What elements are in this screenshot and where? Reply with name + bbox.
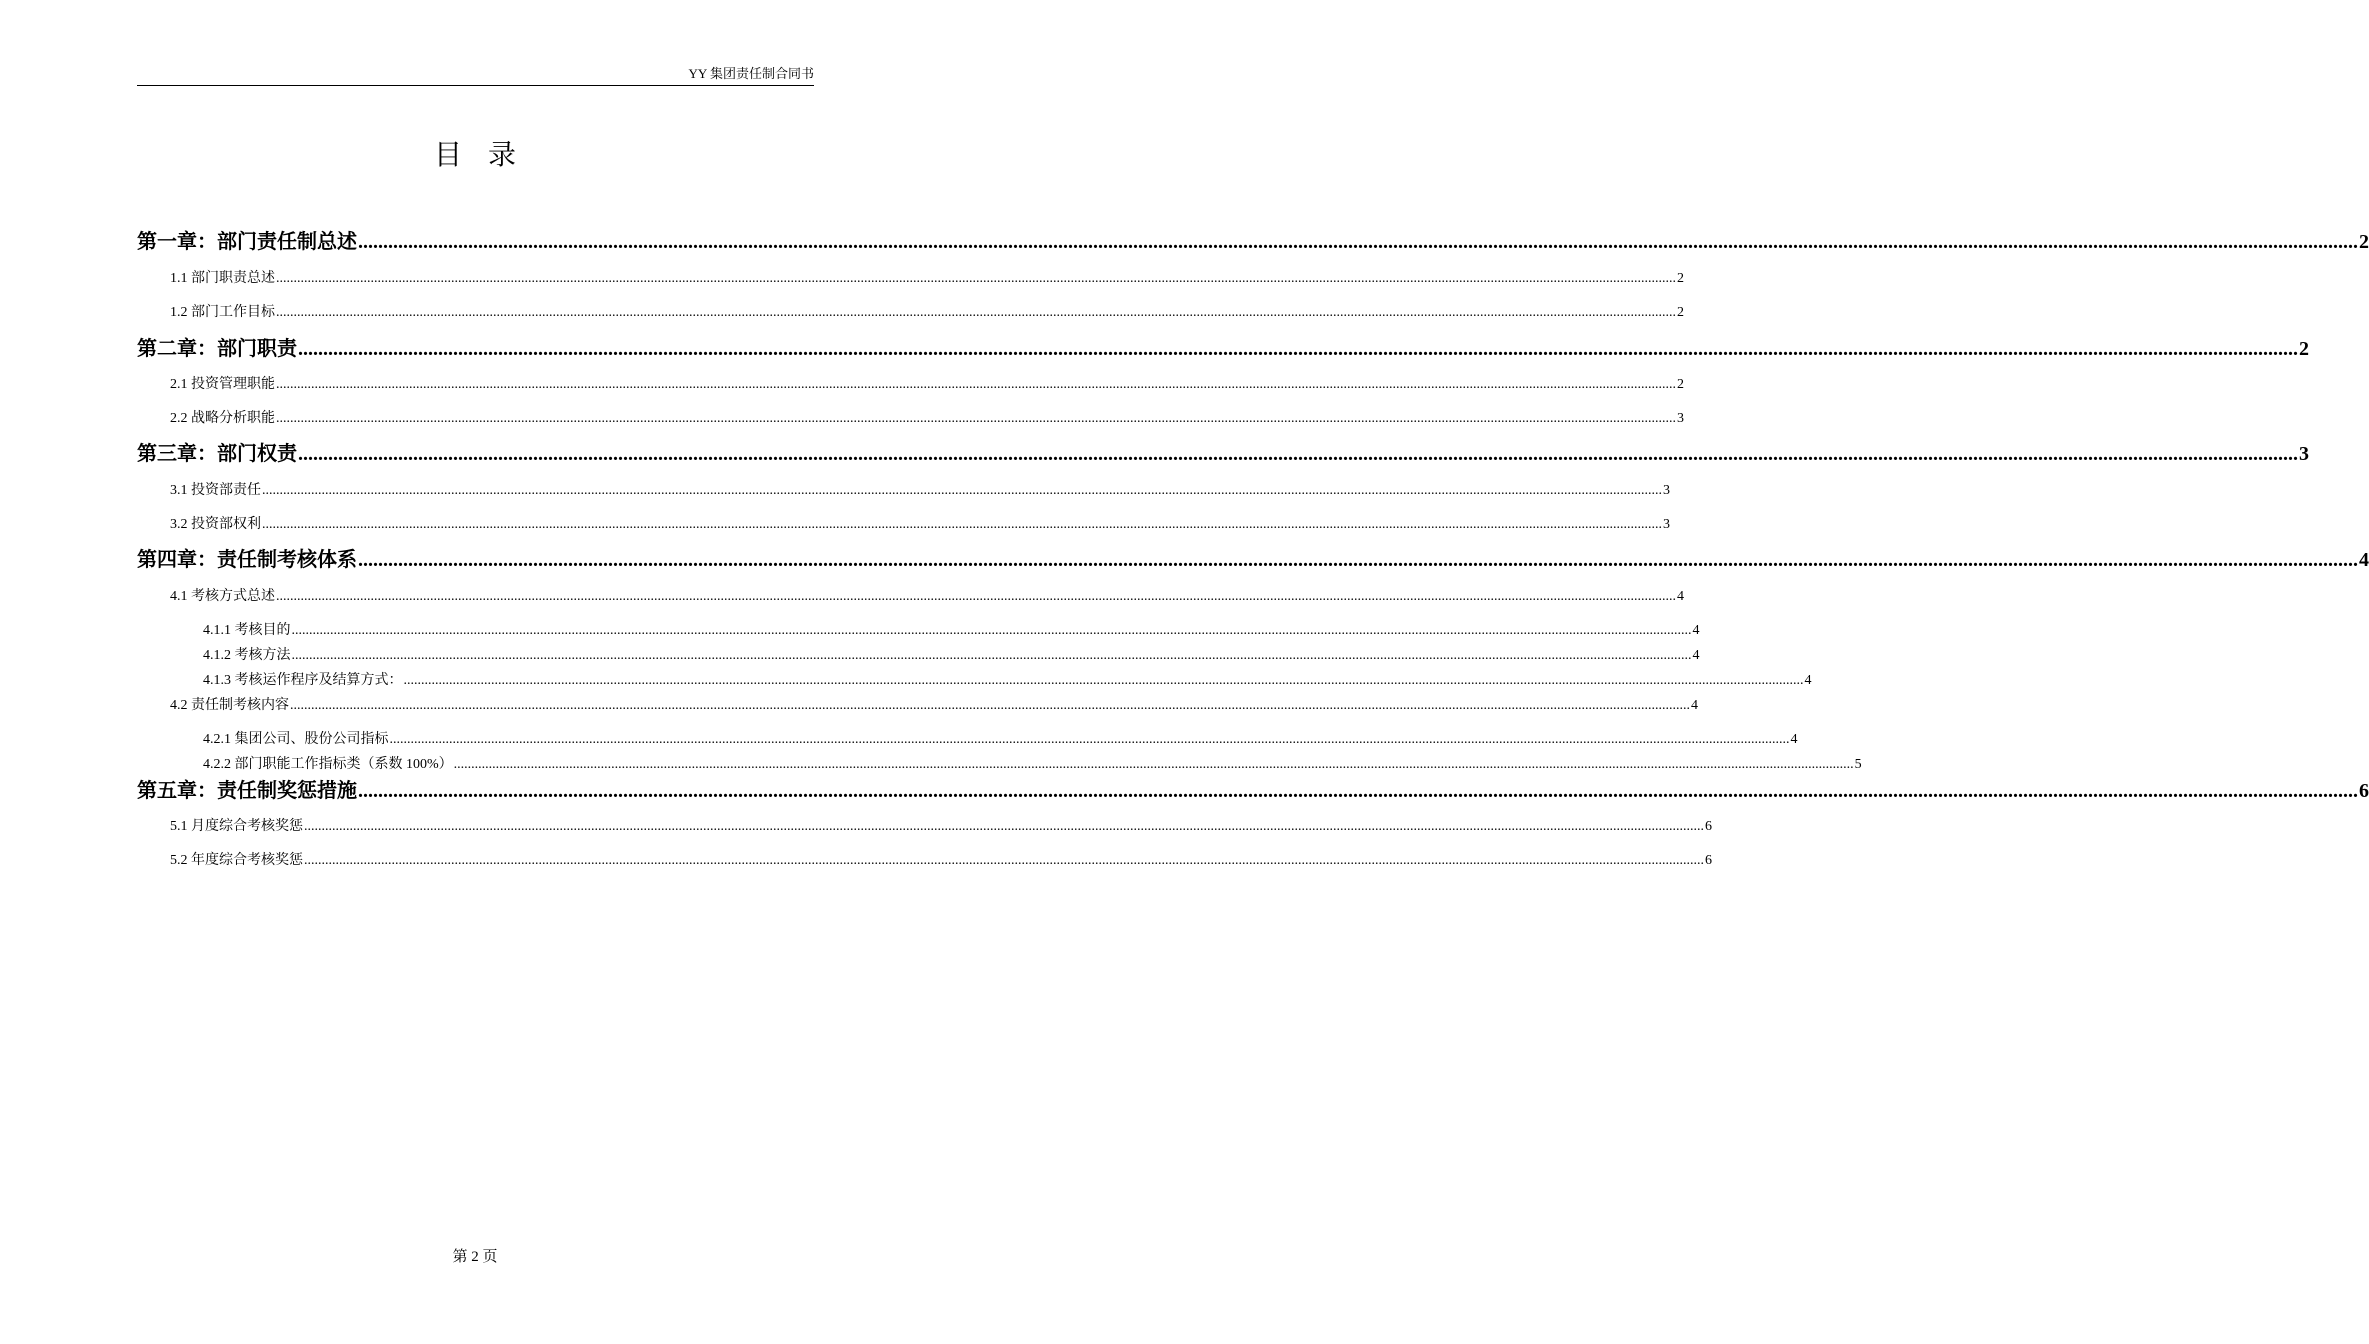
toc-entry-page-number: 3 <box>2299 443 2309 465</box>
toc-section-entry[interactable] <box>203 756 1862 774</box>
toc-entry-label: 1.2 部门工作目标 <box>170 305 275 320</box>
toc-dot-leader: ................................................................................................................................................................................................................................................................................................................................................................................................................ <box>304 853 1704 868</box>
toc-entry-page-number: 3 <box>1677 411 1684 426</box>
toc-entry-label: 4.1.3 考核运作程序及结算方式： <box>203 673 403 688</box>
toc-dot-leader: ................................................................................................................................................................................................................................................................................................................................................................................................................ <box>291 648 1692 663</box>
toc-entry-page-number: 2 <box>1677 377 1684 392</box>
toc-entry-page-number: 5 <box>1854 757 1862 772</box>
toc-entry-label: 第二章：部门职责 <box>137 338 297 360</box>
toc-section-entry[interactable] <box>170 410 1684 428</box>
toc-entry-page-number: 4 <box>1677 589 1684 604</box>
toc-section-entry[interactable] <box>170 697 1698 715</box>
toc-entry-page-number: 6 <box>2359 780 2369 802</box>
toc-dot-leader: ................................................................................................................................................................................................................................................................................................................................................................................................................ <box>304 819 1704 834</box>
toc-dot-leader: ................................................................................................................................................................................................................................................................................................................................................................................................................ <box>276 271 1676 286</box>
toc-dot-leader: ................................................................................................................................................................................................................................................................................................................................................................................................................ <box>290 698 1690 713</box>
toc-section-entry[interactable] <box>203 672 1812 690</box>
toc-section-entry[interactable] <box>170 304 1684 322</box>
toc-entry-page-number: 2 <box>1677 271 1684 286</box>
toc-entry-page-number: 4 <box>1790 732 1798 747</box>
toc-entry-label: 4.1.2 考核方法 <box>203 648 291 663</box>
toc-entry-page-number: 6 <box>1705 819 1712 834</box>
toc-entry-page-number: 4 <box>1692 623 1700 638</box>
toc-entry-label: 2.1 投资管理职能 <box>170 377 275 392</box>
toc-section-entry[interactable] <box>170 516 1670 534</box>
toc-dot-leader: ................................................................................................................................................................................................................................................................................................................................................................................................................ <box>262 483 1662 498</box>
toc-dot-leader: ................................................................................................................................................................................................................................................................................................................................................................................................................ <box>403 673 1804 688</box>
toc-entry-label: 5.1 月度综合考核奖惩 <box>170 819 303 834</box>
toc-dot-leader: ................................................................................................................................................................................................................................................................................................................................................................................................................ <box>453 757 1854 772</box>
running-header: YY 集团责任制合同书 <box>688 66 814 81</box>
toc-entry-label: 4.2.1 集团公司、股份公司指标 <box>203 732 389 747</box>
toc-dot-leader: ................................................................................................................................................................................................................................................................................................................................................................................................................ <box>262 517 1662 532</box>
toc-entry-label: 第五章：责任制奖惩措施 <box>137 780 357 802</box>
toc-dot-leader: ................................................................................................................................................................................................................................................................................................................................................................................................................ <box>358 549 2358 571</box>
toc-entry-page-number: 4 <box>1692 648 1700 663</box>
toc-entry-page-number: 3 <box>1663 483 1670 498</box>
toc-section-entry[interactable] <box>203 622 1700 640</box>
toc-chapter-entry[interactable] <box>137 778 2369 804</box>
toc-dot-leader: ................................................................................................................................................................................................................................................................................................................................................................................................................ <box>291 623 1692 638</box>
toc-section-entry[interactable] <box>203 731 1798 749</box>
toc-entry-label: 4.2 责任制考核内容 <box>170 698 289 713</box>
toc-section-entry[interactable] <box>170 588 1684 606</box>
toc-entry-label: 4.1 考核方式总述 <box>170 589 275 604</box>
toc-entry-page-number: 2 <box>2359 231 2369 253</box>
toc-chapter-entry[interactable] <box>137 336 2309 362</box>
toc-entry-label: 3.1 投资部责任 <box>170 483 261 498</box>
toc-entry-label: 第四章：责任制考核体系 <box>137 549 357 571</box>
toc-chapter-entry[interactable] <box>137 229 2369 255</box>
toc-entry-label: 2.2 战略分析职能 <box>170 411 275 426</box>
toc-dot-leader: ................................................................................................................................................................................................................................................................................................................................................................................................................ <box>276 589 1676 604</box>
toc-entry-page-number: 2 <box>1677 305 1684 320</box>
toc-entry-label: 第一章：部门责任制总述 <box>137 231 357 253</box>
toc-dot-leader: ................................................................................................................................................................................................................................................................................................................................................................................................................ <box>276 377 1676 392</box>
toc-dot-leader: ................................................................................................................................................................................................................................................................................................................................................................................................................ <box>358 231 2358 253</box>
toc-section-entry[interactable] <box>170 376 1684 394</box>
toc-entry-page-number: 3 <box>1663 517 1670 532</box>
toc-entry-label: 5.2 年度综合考核奖惩 <box>170 853 303 868</box>
toc-section-entry[interactable] <box>203 647 1700 665</box>
toc-dot-leader: ................................................................................................................................................................................................................................................................................................................................................................................................................ <box>389 732 1790 747</box>
toc-entry-label: 3.2 投资部权利 <box>170 517 261 532</box>
toc-entry-page-number: 4 <box>2359 549 2369 571</box>
toc-entry-label: 4.1.1 考核目的 <box>203 623 291 638</box>
toc-dot-leader: ................................................................................................................................................................................................................................................................................................................................................................................................................ <box>298 443 2298 465</box>
toc-section-entry[interactable] <box>170 270 1684 288</box>
page-number: 第 2 页 <box>452 1249 498 1265</box>
toc-dot-leader: ................................................................................................................................................................................................................................................................................................................................................................................................................ <box>358 780 2358 802</box>
toc-entry-label: 第三章：部门权责 <box>137 443 297 465</box>
toc-dot-leader: ................................................................................................................................................................................................................................................................................................................................................................................................................ <box>276 411 1676 426</box>
toc-entry-page-number: 4 <box>1804 673 1812 688</box>
toc-chapter-entry[interactable] <box>137 441 2309 467</box>
toc-dot-leader: ................................................................................................................................................................................................................................................................................................................................................................................................................ <box>276 305 1676 320</box>
toc-entry-page-number: 6 <box>1705 853 1712 868</box>
toc-entry-page-number: 4 <box>1691 698 1698 713</box>
toc-entry-label: 1.1 部门职责总述 <box>170 271 275 286</box>
toc-chapter-entry[interactable] <box>137 547 2369 573</box>
toc-dot-leader: ................................................................................................................................................................................................................................................................................................................................................................................................................ <box>298 338 2298 360</box>
toc-section-entry[interactable] <box>170 852 1712 870</box>
toc-title: 目录 <box>433 140 542 171</box>
toc-section-entry[interactable] <box>170 818 1712 836</box>
toc-entry-label: 4.2.2 部门职能工作指标类（系数 100%） <box>203 757 453 772</box>
toc-section-entry[interactable] <box>170 482 1670 500</box>
toc-entry-page-number: 2 <box>2299 338 2309 360</box>
